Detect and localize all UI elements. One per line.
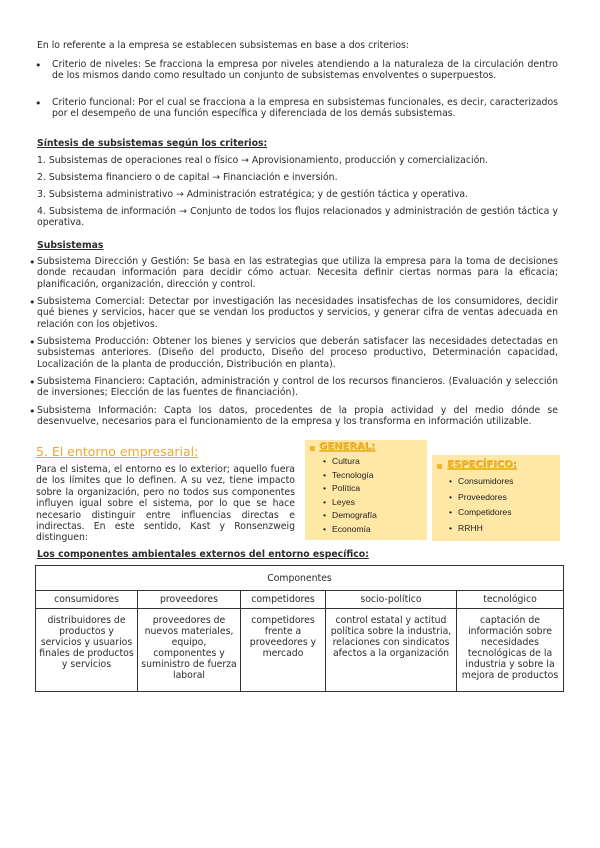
list-item: • Política — [323, 482, 377, 496]
subsystem-informacion: Subsistema Información: Capta los datos, procedentes de la propia actividad y del medio dónde se desenvuelve, necesarios para el funcionamiento de la empresa y los transforma en información utilizable. — [37, 405, 558, 428]
specific-box — [432, 455, 560, 541]
list-item: • Economía — [323, 523, 377, 537]
table-cell: competidores frente a proveedores y mercado — [241, 609, 326, 692]
bullet-icon: • — [29, 256, 36, 269]
column-header: proveedores — [138, 591, 241, 609]
table-cell: proveedores de nuevos materiales, equipo, componentes y suministro de fuerza laboral — [138, 609, 241, 692]
column-header: competidores — [241, 591, 326, 609]
list-item: • RRHH — [449, 521, 513, 537]
bullet-icon: • — [35, 97, 42, 110]
square-bullet-icon — [310, 446, 315, 451]
list-item: • Leyes — [323, 496, 377, 510]
column-header: tecnológico — [457, 591, 564, 609]
synthesis-item-4: 4. Subsistema de información → Conjunto de todos los flujos relacionados y administración de gestión táctica y operativa. — [37, 206, 558, 229]
list-item: • Proveedores — [449, 490, 513, 506]
environment-heading: 5. El entorno empresarial: — [36, 444, 199, 459]
subsystem-financiero: Subsistema Financiero: Captación, administración y control de los recursos financieros. (Evaluación y selección de inversiones; Elección de las fuentes de financiación). — [37, 376, 558, 399]
synthesis-item-2: 2. Subsistema financiero o de capital → Financiación e inversión. — [37, 172, 338, 183]
table-cell: captación de información sobre necesidades tecnológicas de la industria y sobre la mejora de productos — [457, 609, 564, 692]
table-caption: Los componentes ambientales externos del entorno específico: — [37, 549, 369, 560]
table-cell: distribuidores de productos y servicios y usuarios finales de productos y servicios — [36, 609, 138, 692]
bullet-icon: • — [29, 296, 36, 309]
table-cell: control estatal y actitud política sobre la industria, relaciones con sindicatos afectos a la organización — [326, 609, 457, 692]
bullet-icon: • — [35, 59, 42, 72]
subsystems-heading: Subsistemas — [37, 240, 104, 251]
subsystem-direccion: Subsistema Dirección y Gestión: Se basa en las estrategias que utiliza la empresa para la toma de decisiones donde recaudan información para decidir cómo actuar. Necesita definir ciertas normas para la eficacia; planificación, organización, dirección y control. — [37, 256, 558, 290]
specific-box-title: ESPECÍFICO: — [447, 459, 517, 470]
square-bullet-icon — [437, 464, 442, 469]
general-box-title: GENERAL: — [319, 441, 376, 452]
subsystem-comercial: Subsistema Comercial: Detectar por investigación las necesidades insatisfechas de los consumidores, decidir qué bienes y servicios, hacer que se vendan los productos y servicios, y generar cifra de ventas adecuada en relación con los objetivos. — [37, 296, 558, 330]
components-table — [35, 565, 564, 692]
criterion-funcional: Criterio funcional: Por el cual se fracciona a la empresa en subsistemas funcionales, es decir, caracterizados por el desempeño de una función específica y diferenciada de los demás subsistemas. — [52, 97, 558, 120]
criterion-niveles: Criterio de niveles: Se fracciona la empresa por niveles atendiendo a la naturaleza de la circulación dentro de los mismos dando como resultado un conjunto de subsistemas envolventes o superpuestos. — [52, 59, 558, 82]
intro-text: En lo referente a la empresa se establecen subsistemas en base a dos criterios: — [37, 40, 410, 51]
bullet-icon: • — [29, 376, 36, 389]
general-box — [305, 440, 427, 540]
general-box-list — [323, 455, 377, 537]
synthesis-item-1: 1. Subsistemas de operaciones real o físico → Aprovisionamiento, producción y comercialización. — [37, 155, 489, 166]
specific-box-list — [449, 474, 513, 536]
list-item: • Competidores — [449, 505, 513, 521]
subsystem-produccion: Subsistema Producción: Obtener los bienes y servicios que deberán satisfacer las necesidades detectadas en subsistemas anteriores. (Diseño del producto, Diseño del proceso productivo, Determinación capacidad, Localización de la planta de producción, Distribución en planta). — [37, 336, 558, 370]
table-header: Componentes — [36, 566, 564, 591]
synthesis-heading: Síntesis de subsistemas según los criterios: — [37, 138, 268, 149]
bullet-icon: • — [29, 336, 36, 349]
list-item: • Tecnología — [323, 469, 377, 483]
list-item: • Demografía — [323, 509, 377, 523]
list-item: • Consumidores — [449, 474, 513, 490]
list-item: • Cultura — [323, 455, 377, 469]
synthesis-item-3: 3. Subsistema administrativo → Administración estratégica; y de gestión táctica y operativa. — [37, 189, 469, 200]
environment-text: Para el sistema, el entorno es lo exterior; aquello fuera de los límites que lo definen. A su vez, tiene impacto sobre la organización, pero no todos sus componentes influyen igual sobre el sistema, por lo que se hace necesario distinguir entre influencias directas e indirectas. En este sentido, Kast y Ronsenzweig distinguen: — [36, 464, 295, 544]
column-header: socio-político — [326, 591, 457, 609]
column-header: consumidores — [36, 591, 138, 609]
bullet-icon: • — [29, 405, 36, 418]
